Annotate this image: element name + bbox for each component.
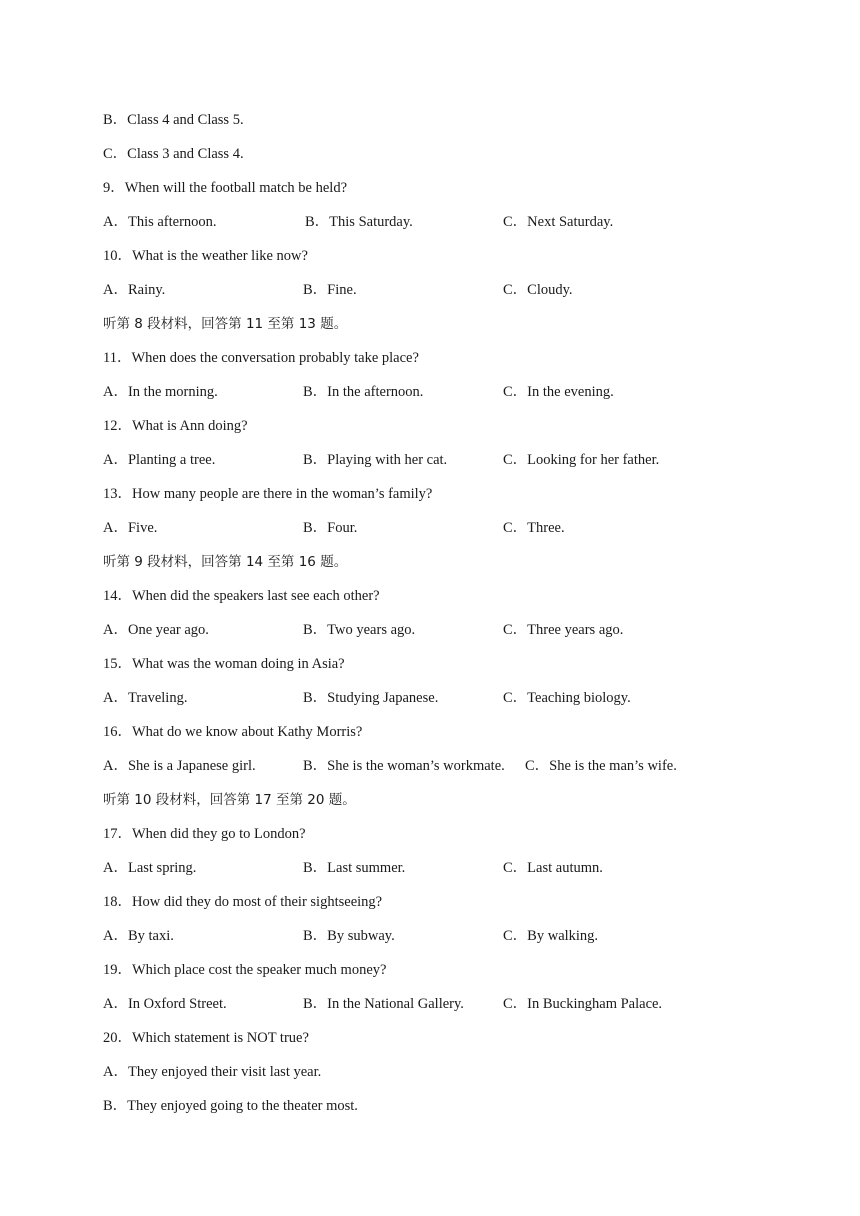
q14-question: 14．When did the speakers last see each other? xyxy=(103,588,380,604)
q12-option-c: C．Looking for her father. xyxy=(503,452,660,468)
q19-option-a: A．In Oxford Street. xyxy=(103,996,227,1012)
q19-option-b: B．In the National Gallery. xyxy=(303,996,464,1012)
q17-options xyxy=(103,858,743,878)
q12-options xyxy=(103,450,743,470)
q17-option-c: C．Last autumn. xyxy=(503,860,603,876)
q9-option-c: C．Next Saturday. xyxy=(503,214,614,230)
q16-option-b: B．She is the woman’s workmate. xyxy=(303,758,505,774)
q8-option-c: C．Class 3 and Class 4. xyxy=(103,146,244,162)
q20-question: 20．Which statement is NOT true? xyxy=(103,1030,309,1046)
q12-option-a: A．Planting a tree. xyxy=(103,452,216,468)
q14-options xyxy=(103,620,743,640)
q14-option-c: C．Three years ago. xyxy=(503,622,624,638)
q18-option-a: A．By taxi. xyxy=(103,928,174,944)
q20-option-a: A．They enjoyed their visit last year. xyxy=(103,1064,322,1080)
q19-question: 19．Which place cost the speaker much money? xyxy=(103,962,387,978)
q15-options xyxy=(103,688,743,708)
q17-option-b: B．Last summer. xyxy=(303,860,406,876)
section-9-instruction: 听第 9 段材料，回答第 14 至第 16 题。 xyxy=(103,554,348,570)
q13-option-a: A．Five. xyxy=(103,520,158,536)
q12-option-b: B．Playing with her cat. xyxy=(303,452,448,468)
q9-option-a: A．This afternoon. xyxy=(103,214,217,230)
q19-option-c: C．In Buckingham Palace. xyxy=(503,996,663,1012)
q16-question: 16．What do we know about Kathy Morris? xyxy=(103,724,363,740)
q18-option-c: C．By walking. xyxy=(503,928,599,944)
q17-question: 17．When did they go to London? xyxy=(103,826,306,842)
q18-option-b: B．By subway. xyxy=(303,928,395,944)
q16-option-c: C．She is the man’s wife. xyxy=(525,758,677,774)
q14-option-a: A．One year ago. xyxy=(103,622,209,638)
q18-options xyxy=(103,926,743,946)
q19-options xyxy=(103,994,743,1014)
q10-question: 10．What is the weather like now? xyxy=(103,248,308,264)
q15-question: 15．What was the woman doing in Asia? xyxy=(103,656,345,672)
q11-option-c: C．In the evening. xyxy=(503,384,614,400)
q14-option-b: B．Two years ago. xyxy=(303,622,416,638)
q16-options xyxy=(103,756,743,776)
q15-option-c: C．Teaching biology. xyxy=(503,690,631,706)
q12-question: 12．What is Ann doing? xyxy=(103,418,248,434)
q9-options xyxy=(103,212,743,232)
q20-option-b: B．They enjoyed going to the theater most. xyxy=(103,1098,358,1114)
section-8-instruction: 听第 8 段材料，回答第 11 至第 13 题。 xyxy=(103,316,348,332)
q8-option-b: B．Class 4 and Class 5. xyxy=(103,112,244,128)
q11-option-a: A．In the morning. xyxy=(103,384,218,400)
q11-question: 11．When does the conversation probably take place? xyxy=(103,350,419,366)
q15-option-b: B．Studying Japanese. xyxy=(303,690,439,706)
section-10-instruction: 听第 10 段材料，回答第 17 至第 20 题。 xyxy=(103,792,356,808)
q17-option-a: A．Last spring. xyxy=(103,860,197,876)
q10-option-a: A．Rainy. xyxy=(103,282,166,298)
q9-option-b: B．This Saturday. xyxy=(305,214,413,230)
q16-option-a: A．She is a Japanese girl. xyxy=(103,758,256,774)
q13-options xyxy=(103,518,743,538)
q9-question: 9．When will the football match be held? xyxy=(103,180,348,196)
q13-option-c: C．Three. xyxy=(503,520,565,536)
q10-option-c: C．Cloudy. xyxy=(503,282,573,298)
q11-options xyxy=(103,382,743,402)
q15-option-a: A．Traveling. xyxy=(103,690,188,706)
q18-question: 18．How did they do most of their sightseeing? xyxy=(103,894,383,910)
q13-option-b: B．Four. xyxy=(303,520,358,536)
q11-option-b: B．In the afternoon. xyxy=(303,384,424,400)
q13-question: 13．How many people are there in the woman’s family? xyxy=(103,486,433,502)
q10-options xyxy=(103,280,743,300)
q10-option-b: B．Fine. xyxy=(303,282,357,298)
